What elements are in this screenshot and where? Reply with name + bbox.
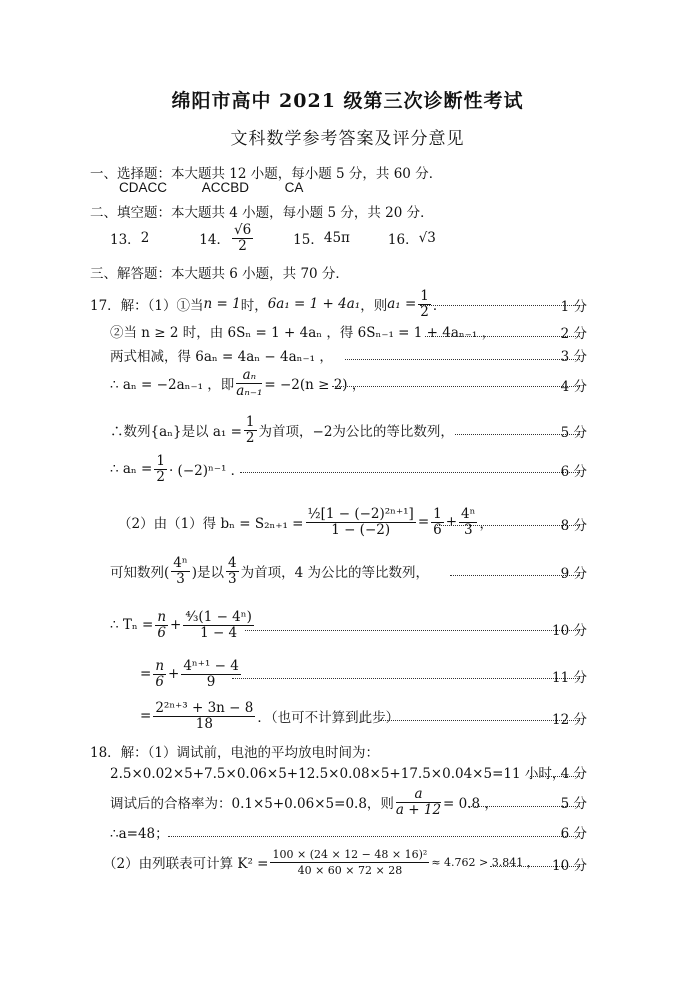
q18-line-3: 调试后的合格率为：0.1×5+0.06×5=0.8，则 $\frac{a}{a + 12}$ = 0.8 ， (110, 785, 498, 818)
score-mark: 10 分 (552, 623, 587, 639)
leader-dots (332, 386, 580, 387)
q17-line-3: 两式相减，得 6aₙ = 4aₙ − 4aₙ₋₁ ， (110, 349, 333, 365)
fill-14-fraction: $\frac{√6}{2}$ (233, 221, 252, 254)
q17-line-7: （2）由（1）得 bₙ = S₂ₙ₊₁ = $\frac{\text{½[1 − (−2)²ⁿ⁺¹]}}{1 - (-2)}$ = $\frac{1}{6}$ + $\frac{\text{4ⁿ}}{3}$ ， (118, 505, 493, 538)
q17-line-11: = $\frac{\text{2²ⁿ⁺³ + 3n − 8}}{18}$ ．（也可不计算到此步） (140, 699, 400, 732)
leader-dots (232, 678, 580, 679)
fill-14-label: 14． (199, 232, 230, 248)
section1-heading: 一、选择题：本大题共 12 小题，每小题 5 分，共 60 分． (90, 166, 443, 182)
choice-answers-3: CA (284, 180, 304, 195)
leader-dots (380, 720, 580, 721)
q17-line-9: ∴ Tₙ = $\frac{n}{6}$ + $\frac{\text{⁴⁄₃(1 − 4ⁿ)}}{1 - 4}$ (110, 608, 252, 641)
q17-line-8: 可知数列( $\frac{\text{4ⁿ}}{3}$ )是以 $\frac{4}{3}$ 为首项，4 为公比的等比数列， (110, 554, 429, 587)
q17-line-5: ∴数列{aₙ}是以 a₁ = $\frac{1}{2}$ 为首项，−2为公比的等比数列， (110, 413, 454, 446)
score-mark: 10 分 (552, 858, 587, 874)
score-mark: 6 分 (560, 464, 587, 480)
page-subtitle: 文科数学参考答案及评分意见 (230, 129, 465, 149)
q17-line-2: ②当 n ≥ 2 时，由 6Sₙ = 1 + 4aₙ ，得 6Sₙ₋₁ = 1 + 4aₙ₋₁ ， (110, 325, 496, 341)
q18-label: 18． (90, 745, 121, 761)
fill-16-answer: √3 (418, 230, 436, 246)
score-mark: 11 分 (552, 670, 587, 686)
section2-heading: 二、填空题：本大题共 4 小题，每小题 5 分，共 20 分． (90, 205, 434, 221)
leader-dots (345, 359, 580, 360)
q17-line-10: = $\frac{n}{6}$ + $\frac{\text{4ⁿ⁺¹ − 4}}{9}$ (140, 657, 239, 690)
score-mark: 4 分 (560, 766, 587, 782)
fill-13-label: 13． (110, 232, 141, 248)
choice-answers-2: ACCBD (201, 180, 250, 195)
score-mark: 12 分 (552, 712, 587, 728)
q18-line-1: 18．解：（1）调试前，电池的平均放电时间为： (90, 745, 380, 761)
score-mark: 8 分 (560, 518, 587, 534)
fill-15-answer: 45π (323, 230, 350, 246)
fill-15-label: 15． (293, 232, 324, 248)
score-mark: 5 分 (560, 796, 587, 812)
q18-line-2: 2.5×0.02×5+7.5×0.06×5+12.5×0.08×5+17.5×0.04×5=11 小时， (110, 766, 566, 782)
leader-dots (240, 472, 580, 473)
score-mark: 5 分 (560, 425, 587, 441)
score-mark: 6 分 (560, 826, 587, 842)
section3-heading: 三、解答题：本大题共 6 小题，共 70 分． (90, 266, 349, 282)
q17-label: 17． (90, 298, 121, 314)
score-mark: 3 分 (560, 349, 587, 365)
choice-answers-1: CDACC (119, 180, 168, 195)
leader-dots (435, 525, 580, 526)
leader-dots (168, 836, 580, 837)
q18-line-5: （2）由列联表可计算 K² = $\frac{\text{100 × (24 × 12 − 48 × 16)²}}{40 \times 60 \times 72 \times 28}$ ≈ 4.762 > 3.841 ， (103, 847, 538, 877)
fill-16-label: 16． (387, 232, 419, 248)
fill-13-answer: 2 (140, 230, 150, 246)
leader-dots (425, 336, 580, 337)
q17-line-1: 17． 解：（1）①当 n = 1 时， 6a₁ = 1 + 4a₁ ，则 a₁ = $\frac{1}{2}$ ． (90, 287, 447, 320)
choice-answers-row (119, 180, 303, 195)
score-mark: 1 分 (560, 299, 587, 315)
leader-dots (245, 630, 580, 631)
score-mark: 9 分 (560, 566, 587, 582)
fill-answers-row (110, 221, 436, 255)
score-mark: 2 分 (560, 326, 587, 342)
q17-line-4: ∴ aₙ = −2aₙ₋₁ ，即 $\frac{\text{aₙ}}{\text{aₙ₋₁}}$ = −2(n ≥ 2) ， (110, 366, 366, 399)
score-mark: 4 分 (560, 379, 587, 395)
page-title: 绵阳市高中 2021 级第三次诊断性考试 (171, 90, 524, 112)
q17-line-6: ∴ aₙ = $\frac{1}{2}$ · (−2)ⁿ⁻¹ ． (110, 452, 245, 485)
q18-line-4: ∴a=48； (110, 826, 169, 842)
leader-dots (420, 305, 580, 306)
